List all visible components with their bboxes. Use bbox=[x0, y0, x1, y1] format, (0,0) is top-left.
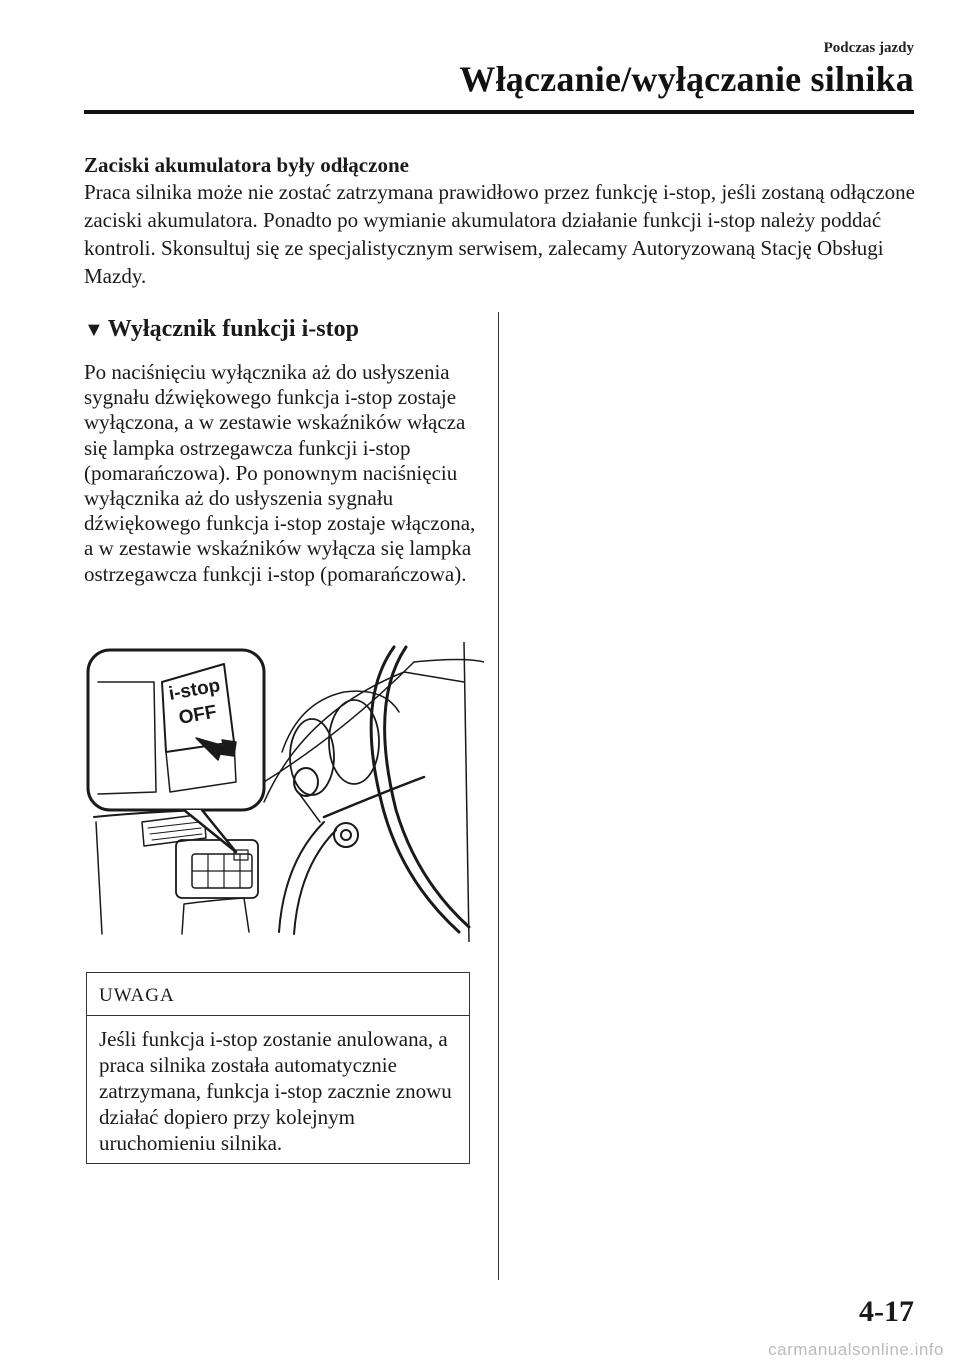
header-divider bbox=[84, 110, 914, 114]
istop-switch-illustration bbox=[84, 642, 484, 942]
note-text: Jeśli funkcja i-stop zostanie anulowana, a praca silnika została automatycznie zatrzymana, funkcja i-stop zacznie znowu działać dopiero przy kolejnym uruchomieniu silnika. bbox=[99, 1027, 452, 1155]
watermark: carmanualsonline.info bbox=[768, 1340, 944, 1359]
note-title: UWAGA bbox=[87, 973, 469, 1016]
battery-paragraph: Praca silnika może nie zostać zatrzymana prawidłowo przez funkcję i-stop, jeśli zostaną odłączone zaciski akumulatora. Ponadto po wymianie akumulatora działanie funkcji i-stop należy poddać kontroli. Skonsultuj się ze specjalistycznym serwisem, zalecamy Autoryzowaną Stację Obsługi Mazdy. bbox=[84, 180, 915, 288]
battery-heading: Zaciski akumulatora były odłączone bbox=[84, 153, 409, 177]
istop-button-label-line1: i-stop bbox=[167, 675, 222, 705]
section-heading bbox=[84, 316, 359, 343]
column-divider bbox=[498, 312, 499, 1280]
switch-description: Po naciśnięciu wyłącznika aż do usłyszenia sygnału dźwiękowego funkcja i-stop zostaje wyłączona, a w zestawie wskaźników włącza się lampka ostrzegawcza funkcji i-stop (pomarańczowa). Po ponownym naciśnięciu wyłącznika aż do usłyszenia sygnału dźwiękowego funkcja i-stop zostaje włączona, a w zestawie wskaźników wyłącza się lampka ostrzegawcza funkcji i-stop (pomarańczowa). bbox=[84, 360, 476, 586]
section-heading-text: Wyłącznik funkcji i-stop bbox=[107, 316, 359, 342]
istop-button-label-line2: OFF bbox=[177, 701, 219, 729]
running-header-section: Podczas jazdy bbox=[823, 40, 914, 56]
triangle-marker-icon: ▼ bbox=[84, 319, 104, 341]
page-number: 4-17 bbox=[859, 1295, 914, 1328]
note-box bbox=[86, 972, 470, 1164]
page-title: Włączanie/wyłączanie silnika bbox=[459, 59, 914, 99]
